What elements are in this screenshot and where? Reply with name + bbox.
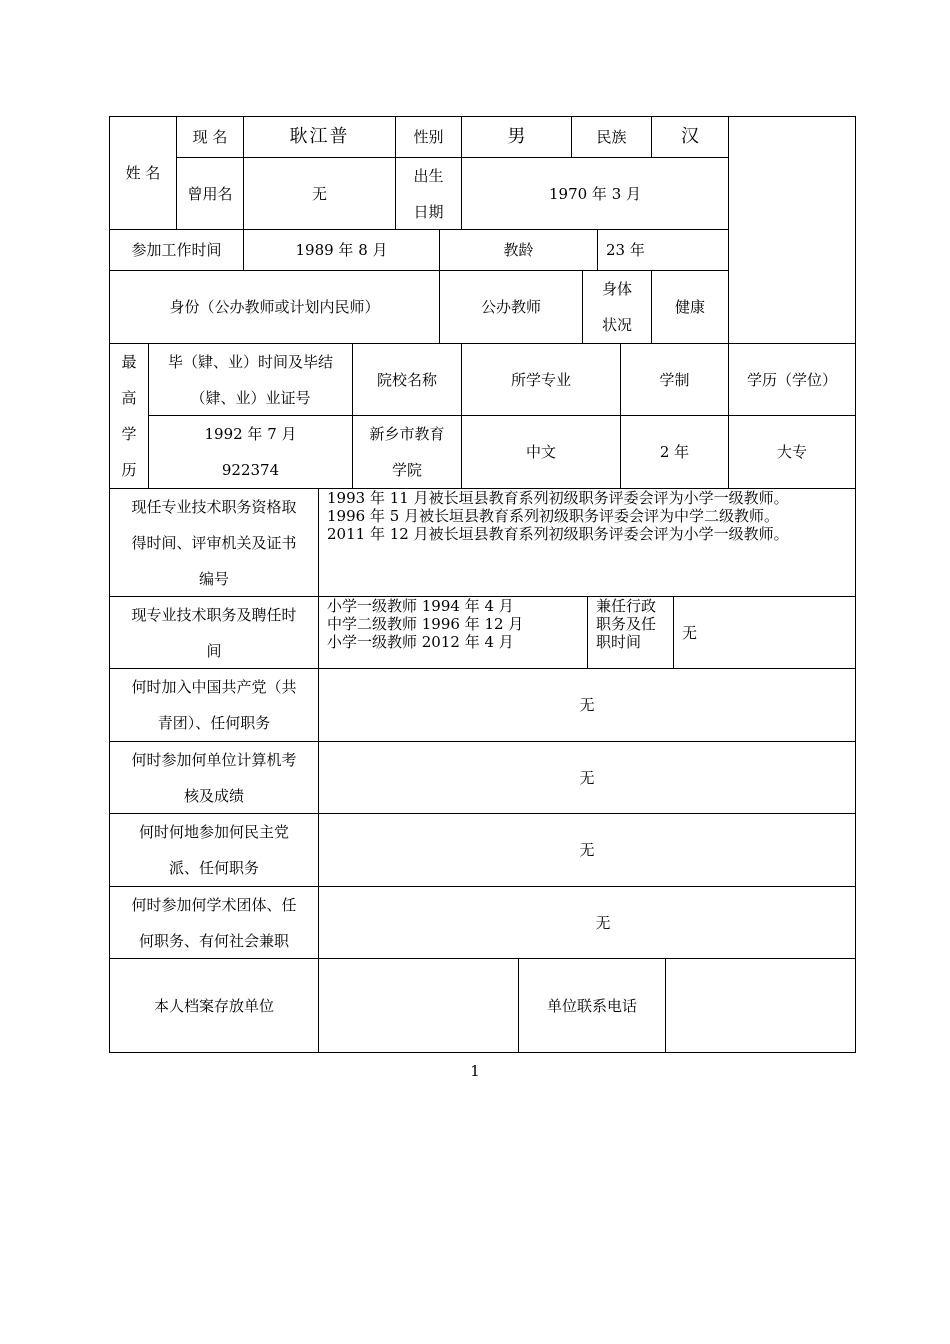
edu-header-graduation: 毕（肄、业）时间及毕结 （肄、业）业证号 xyxy=(167,352,333,407)
health-label: 身体 状况 xyxy=(601,280,632,334)
edu-header-school: 院校名称 xyxy=(376,370,437,389)
edu-length-value: 2 年 xyxy=(659,443,690,461)
academic-value: 无 xyxy=(595,913,611,932)
former-name-label: 曾用名 xyxy=(187,184,233,203)
edu-graduation-value: 1992 年 7 月 922374 xyxy=(204,425,297,479)
former-name-value: 无 xyxy=(311,184,327,203)
admin-label: 兼任行政 职务及任 职时间 xyxy=(596,597,657,651)
phone-label: 单位联系电话 xyxy=(546,996,637,1015)
admin-value: 无 xyxy=(682,623,698,642)
computer-value: 无 xyxy=(579,768,595,787)
post-value: 小学一级教师 1994 年 4 月 中学二级教师 1996 年 12 月 小学一级教师 2012 年 4 月 xyxy=(327,597,524,651)
gender-value: 男 xyxy=(507,126,526,147)
teaching-years-label: 教龄 xyxy=(503,241,534,259)
ethnicity-label: 民族 xyxy=(596,128,627,146)
phone-value xyxy=(666,959,855,1052)
democratic-value: 无 xyxy=(579,841,595,859)
academic-label: 何时参加何学术团体、任 何职务、有何社会兼职 xyxy=(131,895,297,950)
edu-school-value: 新乡市教育 学院 xyxy=(369,425,445,479)
name-label: 姓 名 xyxy=(125,164,161,182)
work-start-label: 参加工作时间 xyxy=(131,241,222,259)
qualification-label: 现任专业技术职务资格取 得时间、评审机关及证书 编号 xyxy=(131,497,297,588)
current-name-value: 耿江普 xyxy=(289,126,350,147)
edu-header-degree: 学历（学位） xyxy=(746,370,837,389)
computer-label: 何时参加何单位计算机考 核及成绩 xyxy=(131,750,297,805)
birth-date-label: 出生 日期 xyxy=(413,166,444,221)
archive-value xyxy=(319,959,518,1052)
edu-header-major: 所学专业 xyxy=(510,370,571,389)
qualification-value: 1993 年 11 月被长垣县教育系列初级职务评委会评为小学一级教师。 1996 年 5 月被长垣县教育系列初级职务评委会评为中学二级教师。 2011 年 12 月被长垣县教育系列初级职务评委会评为小学一级教师。 xyxy=(327,489,789,543)
identity-label: 身份（公办教师或计划内民师） xyxy=(169,298,380,316)
birth-date-value: 1970 年 3 月 xyxy=(548,184,642,203)
identity-value: 公办教师 xyxy=(480,298,541,316)
edu-major-value: 中文 xyxy=(525,443,556,461)
health-value: 健康 xyxy=(674,298,705,316)
party-label: 何时加入中国共产党（共 青团）、任何职务 xyxy=(131,678,297,732)
party-value: 无 xyxy=(579,696,595,714)
ethnicity-value: 汉 xyxy=(681,126,699,147)
edu-header-length: 学制 xyxy=(659,370,690,389)
gender-label: 性别 xyxy=(413,128,444,146)
democratic-label: 何时何地参加何民主党 派、任何职务 xyxy=(138,823,289,877)
post-label: 现专业技术职务及聘任时 间 xyxy=(131,605,297,660)
work-start-value: 1989 年 8 月 xyxy=(295,241,388,259)
edu-degree-value: 大专 xyxy=(776,443,807,461)
teaching-years-value: 23 年 xyxy=(606,241,645,259)
page-number: 1 xyxy=(470,1062,480,1080)
education-label: 最 高 学 历 xyxy=(121,353,137,479)
current-name-label: 现 名 xyxy=(192,128,228,146)
archive-label: 本人档案存放单位 xyxy=(153,996,274,1015)
